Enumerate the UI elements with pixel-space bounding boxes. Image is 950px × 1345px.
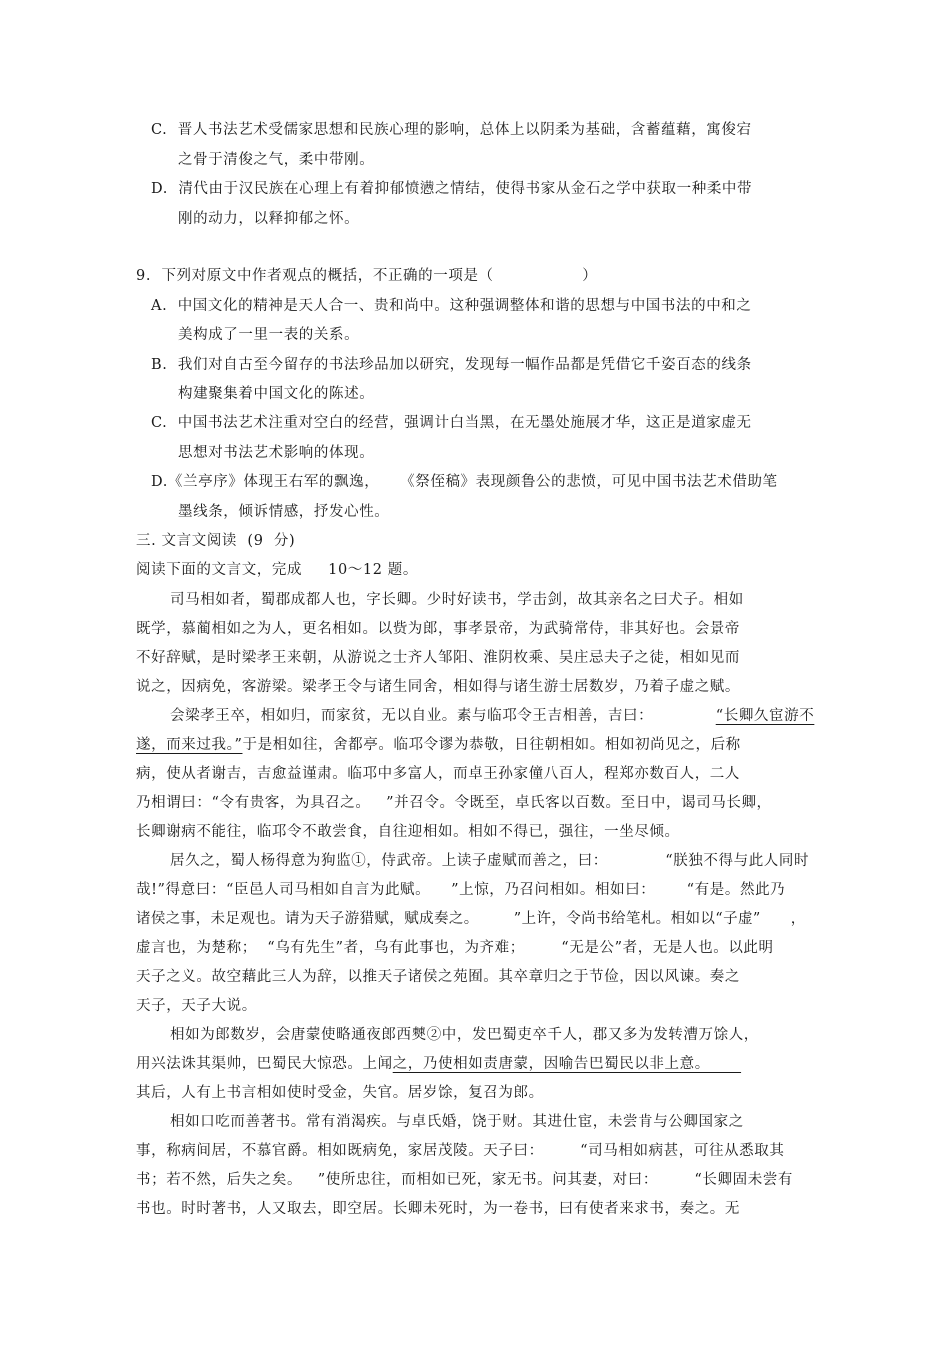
passage-line: 事，称病间居，不慕官爵。相如既病免，家居茂陵。天子曰： “司马相如病甚，可往从悉取其 (136, 1143, 785, 1159)
passage-text: 会梁孝王卒，相如归，而家贫，无以自业。素与临邛令王吉相善，吉曰： (170, 708, 654, 724)
passage-line: 长卿谢病不能往，临邛令不敢尝食，自往迎相如。相如不得已，强往，一坐尽倾。 (136, 824, 680, 840)
passage-line (136, 735, 741, 755)
underlined-sentence: 之，乃使相如责唐蒙，因喻告巴蜀民以非上意。 (392, 1056, 742, 1072)
q9-option-d-line2: 墨线条，倾诉情感，抒发心性。 (178, 504, 390, 520)
passage-text: 用兴法诛其渠帅，巴蜀民大惊恐。上闻 (136, 1056, 393, 1072)
passage-line: 司马相如者，蜀郡成都人也，字长卿。少时好读书，学击剑，故其亲名之曰犬子。相如 (170, 592, 744, 608)
section-instruction: 阅读下面的文言文，完成 10～12 题。 (136, 562, 418, 578)
q9-option-c-line2: 思想对书法艺术影响的体现。 (178, 445, 375, 461)
passage-line: 虚言也，为楚称； “乌有先生”者，乌有此事也，为齐难； “无是公”者，无是人也。以此明 (136, 940, 774, 956)
section-heading: 三. 文言文阅读 (9 分) (136, 533, 296, 549)
underlined-sentence: 遂，而来过我。” (136, 737, 243, 753)
passage-line: 书也。时时著书，人又取去，即空居。长卿未死时，为一卷书，曰有使者来求书，奏之。无 (136, 1201, 740, 1217)
q9-option-b-line2: 构建聚集着中国文化的陈述。 (178, 386, 375, 402)
passage-line: 天子，天子大说。 (136, 998, 257, 1014)
passage-line: 天子之义。故空藉此三人为辞，以推天子诸侯之苑囿。其卒章归之于节俭，因以风谏。奏之 (136, 969, 740, 985)
q8-option-c-line1: C. 晋人书法艺术受儒家思想和民族心理的影响，总体上以阴柔为基础，含蓄蕴藉，寓俊宕 (151, 122, 752, 138)
passage-line: 其后，人有上书言相如使时受金，失官。居岁馀，复召为郎。 (136, 1085, 544, 1101)
passage-text: 于是相如往，舍都亭。临邛令谬为恭敬，日往朝相如。相如初尚见之，后称 (242, 737, 741, 753)
passage-line: 相如口吃而善著书。常有消渴疾。与卓氏婚，饶于财。其进仕宦，未尝肯与公卿国家之 (170, 1114, 744, 1130)
q9-option-a-line2: 美构成了一里一表的关系。 (178, 327, 360, 343)
passage-gap (653, 708, 716, 724)
q9-option-d-line1: D.《兰亭序》体现王右军的飘逸， 《祭侄稿》表现颜鲁公的悲愤，可见中国书法艺术借助笔 (151, 474, 778, 490)
q8-option-d-line2: 刚的动力，以释抑郁之怀。 (178, 211, 360, 227)
passage-line: 既学，慕蔺相如之为人，更名相如。以赀为郎，事孝景帝，为武骑常侍，非其好也。会景帝 (136, 621, 740, 637)
underlined-sentence: “长卿久宦游不 (715, 708, 815, 724)
passage-line: 哉!”得意曰：“臣邑人司马相如自言为此赋。 ”上惊，乃召问相如。相如曰： “有是。然此乃 (136, 882, 786, 898)
q8-option-d-line1: D. 清代由于汉民族在心理上有着抑郁愤懑之情结，使得书家从金石之学中获取一种柔中带 (151, 181, 753, 197)
passage-line: 相如为郎数岁，会唐蒙使略通夜郎西僰②中，发巴蜀吏卒千人，郡又多为发转漕万馀人， (170, 1027, 759, 1043)
q9-stem: 9. 下列对原文中作者观点的概括，不正确的一项是（ ） (136, 268, 598, 284)
passage-line: 书；若不然，后失之矣。 ”使所忠往，而相如已死，家无书。问其妻，对曰： “长卿固未尝有 (136, 1172, 794, 1188)
passage-line: 诸侯之事，未足观也。请为天子游猎赋，赋成奏之。 ”上许，令尚书给笔札。相如以“子虚” ， (136, 911, 806, 927)
passage-line: 不好辞赋，是时梁孝王来朝，从游说之士齐人邹阳、淮阴枚乘、吴庄忌夫子之徒，相如见而 (136, 650, 740, 666)
passage-line: 乃相谓曰：“令有贵客，为具召之。 ”并召令。令既至，卓氏客以百数。至日中，谒司马长卿， (136, 795, 772, 811)
passage-line: 居久之，蜀人杨得意为狗监①，侍武帝。上读子虚赋而善之，曰： “朕独不得与此人同时 (170, 853, 810, 869)
passage-line: 说之，因病免，客游梁。梁孝王令与诸生同舍，相如得与诸生游士居数岁，乃着子虚之赋。 (136, 679, 740, 695)
passage-line: 病，使从者谢吉，吉愈益谨肃。临邛中多富人，而卓王孙家僮八百人，程郑亦数百人，二人 (136, 766, 740, 782)
passage-line (170, 706, 814, 726)
q8-option-c-line2: 之骨于清俊之气，柔中带刚。 (178, 152, 375, 168)
q9-option-b-line1: B. 我们对自古至今留存的书法珍品加以研究，发现每一幅作品都是凭借它千姿百态的线条 (151, 357, 752, 373)
q9-option-a-line1: A. 中国文化的精神是天人合一、贵和尚中。这种强调整体和谐的思想与中国书法的中和之 (151, 298, 752, 314)
q9-option-c-line1: C. 中国书法艺术注重对空白的经营，强调计白当黑，在无墨处施展才华，这正是道家虚无 (151, 415, 752, 431)
passage-line (136, 1054, 741, 1074)
